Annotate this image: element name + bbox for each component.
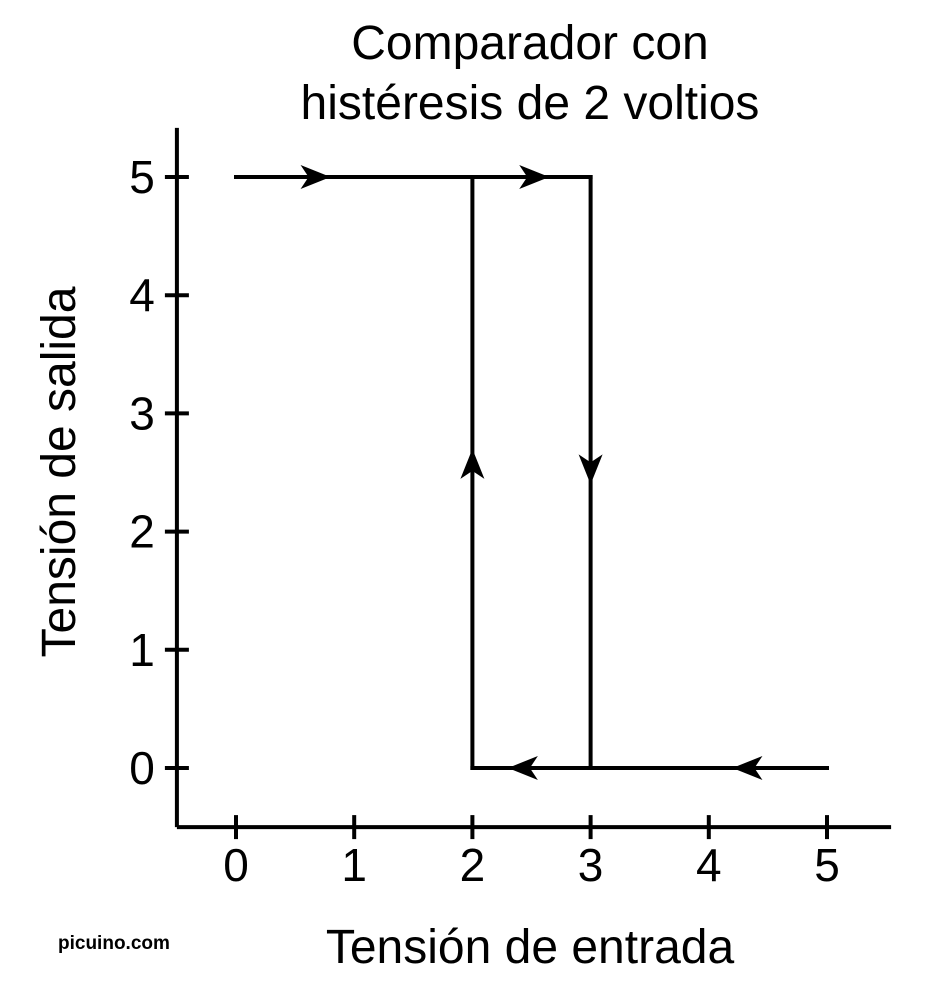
x-axis-label: Tensión de entrada xyxy=(325,921,735,974)
x-tick-label-0: 0 xyxy=(223,839,249,892)
x-tick-label-5: 5 xyxy=(814,839,840,892)
y-tick-label-4: 4 xyxy=(129,269,155,322)
y-tick-label-0: 0 xyxy=(129,742,155,794)
y-axis-label: Tensión de salida xyxy=(33,286,86,658)
y-tick-label-1: 1 xyxy=(129,623,155,676)
y-tick-label-2: 2 xyxy=(129,505,155,558)
y-tick-label-3: 3 xyxy=(129,387,155,440)
x-tick-label-1: 1 xyxy=(341,839,367,892)
x-tick-label-4: 4 xyxy=(696,839,722,892)
y-tick-label-5: 5 xyxy=(129,151,155,203)
x-tick-label-2: 2 xyxy=(459,839,486,892)
chart-title-line-2: histéresis de 2 voltios xyxy=(300,77,760,130)
chart-title-line-1: Comparador con xyxy=(351,17,709,70)
credit-text: picuino.com xyxy=(58,933,170,954)
x-tick-label-3: 3 xyxy=(577,839,604,892)
